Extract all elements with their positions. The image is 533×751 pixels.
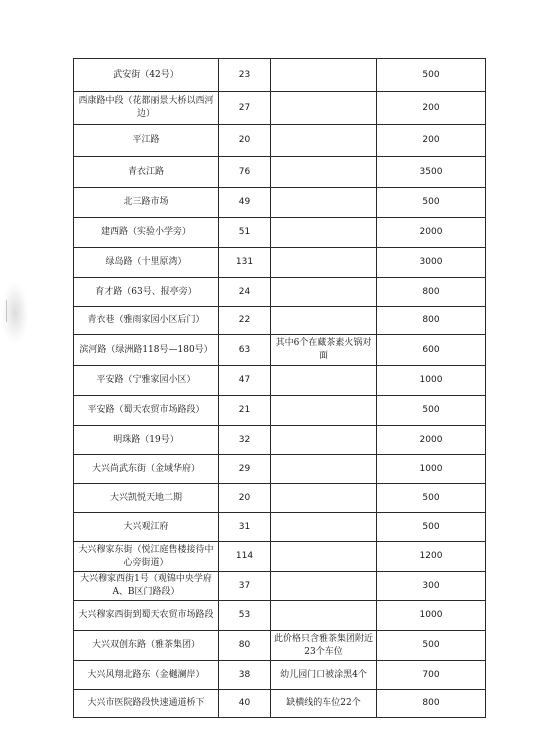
table-row	[74, 92, 486, 125]
table-row	[74, 396, 486, 426]
count-cell: 38	[219, 661, 271, 690]
count-cell: 29	[219, 455, 271, 484]
road-cell: 大兴观江府	[74, 513, 219, 542]
road-cell: 平江路	[74, 125, 219, 157]
count-cell: 32	[219, 426, 271, 455]
road-cell: 滨河路（绿洲路118号—180号）	[74, 335, 219, 366]
note-cell	[271, 366, 377, 396]
note-cell	[271, 92, 377, 125]
price-cell: 500	[377, 396, 486, 426]
table-row	[74, 601, 486, 631]
road-cell: 青衣江路	[74, 157, 219, 188]
road-cell: 平安路（宁雅家园小区）	[74, 366, 219, 396]
price-cell: 800	[377, 307, 486, 335]
note-cell	[271, 278, 377, 307]
road-cell: 大兴穆家西街1号（观锦中央学府A、B区门路段）	[74, 572, 219, 601]
table-row	[74, 631, 486, 661]
table-row	[74, 661, 486, 690]
scan-smudge-line	[6, 300, 13, 322]
note-cell: 此价格只含雅茶集团附近23个车位	[271, 631, 377, 661]
note-cell	[271, 59, 377, 92]
count-cell: 114	[219, 542, 271, 572]
note-cell	[271, 307, 377, 335]
road-cell: 大兴尚武东街（金域华府）	[74, 455, 219, 484]
road-cell: 大兴双创东路（雅茶集团）	[74, 631, 219, 661]
table-row	[74, 542, 486, 572]
count-cell: 80	[219, 631, 271, 661]
price-cell: 500	[377, 631, 486, 661]
price-cell: 800	[377, 690, 486, 718]
price-cell: 3500	[377, 157, 486, 188]
road-cell: 北三路市场	[74, 188, 219, 218]
table-row	[74, 455, 486, 484]
road-cell: 明珠路（19号）	[74, 426, 219, 455]
count-cell: 47	[219, 366, 271, 396]
note-cell	[271, 601, 377, 631]
table-row	[74, 125, 486, 157]
road-cell: 绿岛路（十里原湾）	[74, 248, 219, 278]
price-cell: 700	[377, 661, 486, 690]
road-cell: 育才路（63号、报亭旁）	[74, 278, 219, 307]
road-cell: 大兴市医院路段快速通道桥下	[74, 690, 219, 718]
price-cell: 500	[377, 59, 486, 92]
note-cell	[271, 188, 377, 218]
parking-table	[73, 58, 486, 718]
note-cell: 幼儿园门口被涂黑4个	[271, 661, 377, 690]
note-cell	[271, 157, 377, 188]
road-cell: 大兴穆家东街（悦江庭售楼接待中心旁街道）	[74, 542, 219, 572]
table-row	[74, 218, 486, 248]
table-row	[74, 307, 486, 335]
count-cell: 20	[219, 125, 271, 157]
count-cell: 37	[219, 572, 271, 601]
price-cell: 1000	[377, 366, 486, 396]
road-cell: 大兴凯悦天地二期	[74, 484, 219, 513]
table-row	[74, 335, 486, 366]
count-cell: 20	[219, 484, 271, 513]
table-row	[74, 59, 486, 92]
road-cell: 大兴风翔北路东（金樾澜岸）	[74, 661, 219, 690]
price-cell: 2000	[377, 218, 486, 248]
price-cell: 2000	[377, 426, 486, 455]
count-cell: 51	[219, 218, 271, 248]
table-row	[74, 690, 486, 718]
count-cell: 24	[219, 278, 271, 307]
note-cell	[271, 218, 377, 248]
note-cell	[271, 125, 377, 157]
count-cell: 31	[219, 513, 271, 542]
price-cell: 800	[377, 278, 486, 307]
count-cell: 49	[219, 188, 271, 218]
price-cell: 1000	[377, 455, 486, 484]
price-cell: 1000	[377, 601, 486, 631]
note-cell: 其中6个在藏茶素火锅对面	[271, 335, 377, 366]
price-cell: 500	[377, 513, 486, 542]
road-cell: 武安街（42号）	[74, 59, 219, 92]
price-cell: 500	[377, 484, 486, 513]
price-cell: 500	[377, 188, 486, 218]
table-row	[74, 157, 486, 188]
count-cell: 27	[219, 92, 271, 125]
road-cell: 青衣巷（雅雨家园小区后门）	[74, 307, 219, 335]
note-cell	[271, 455, 377, 484]
note-cell	[271, 572, 377, 601]
count-cell: 23	[219, 59, 271, 92]
table-row	[74, 188, 486, 218]
road-cell: 建西路（实验小学旁）	[74, 218, 219, 248]
count-cell: 131	[219, 248, 271, 278]
price-cell: 600	[377, 335, 486, 366]
note-cell	[271, 396, 377, 426]
price-cell: 200	[377, 92, 486, 125]
table-row	[74, 572, 486, 601]
count-cell: 76	[219, 157, 271, 188]
table-row	[74, 248, 486, 278]
table-row	[74, 513, 486, 542]
road-cell: 平安路（蜀天农贸市场路段）	[74, 396, 219, 426]
road-cell: 西康路中段（花都丽景大桥以西河边）	[74, 92, 219, 125]
count-cell: 21	[219, 396, 271, 426]
price-cell: 1200	[377, 542, 486, 572]
price-cell: 300	[377, 572, 486, 601]
table-row	[74, 366, 486, 396]
note-cell	[271, 426, 377, 455]
table-row	[74, 278, 486, 307]
note-cell	[271, 513, 377, 542]
price-cell: 3000	[377, 248, 486, 278]
note-cell	[271, 484, 377, 513]
note-cell	[271, 542, 377, 572]
note-cell: 缺横线的车位22个	[271, 690, 377, 718]
table-row	[74, 426, 486, 455]
table-row	[74, 484, 486, 513]
note-cell	[271, 248, 377, 278]
price-cell: 200	[377, 125, 486, 157]
count-cell: 40	[219, 690, 271, 718]
count-cell: 22	[219, 307, 271, 335]
count-cell: 53	[219, 601, 271, 631]
count-cell: 63	[219, 335, 271, 366]
road-cell: 大兴穆家西街到蜀天农贸市场路段	[74, 601, 219, 631]
